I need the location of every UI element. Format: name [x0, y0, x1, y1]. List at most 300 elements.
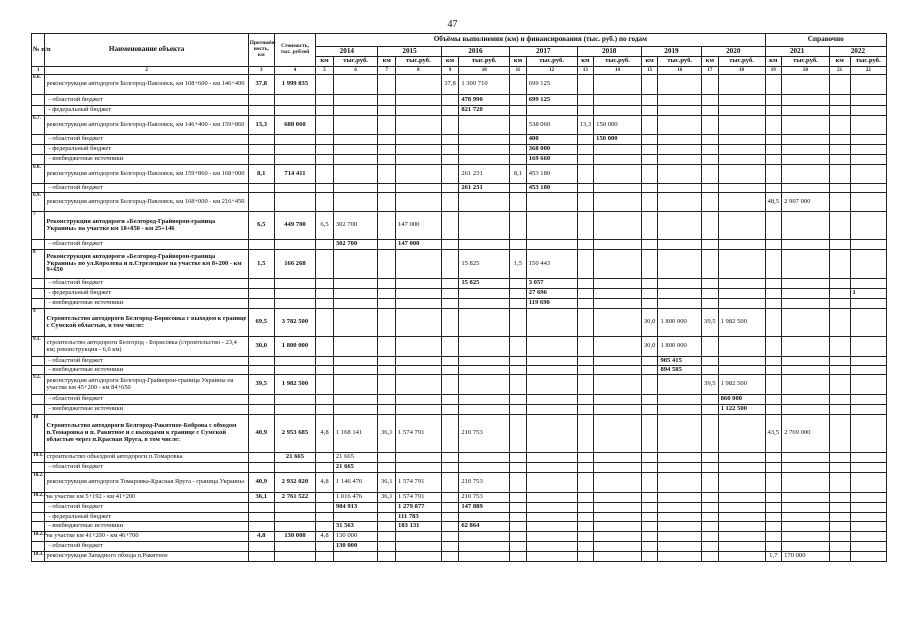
value-cell: [658, 375, 702, 395]
value-cell: [641, 513, 658, 522]
value-cell: 1 800 000: [658, 309, 702, 337]
object-name: - внебюджетные источники: [45, 522, 248, 532]
value-cell: [782, 532, 830, 542]
value-cell: [850, 299, 886, 309]
table-row: [32, 240, 887, 250]
length-cell: 6,5: [248, 212, 274, 240]
value-cell: [782, 522, 830, 532]
value-cell: [718, 75, 765, 95]
value-cell: [333, 95, 378, 106]
value-cell: [850, 357, 886, 366]
value-cell: [396, 463, 442, 473]
value-cell: [658, 135, 702, 145]
value-cell: [829, 193, 850, 212]
object-name: - областной бюджет: [45, 240, 248, 250]
value-cell: [316, 337, 334, 357]
value-cell: [594, 415, 642, 453]
column-number: 15: [641, 67, 658, 75]
unit-rub-header: тыс.руб.: [459, 57, 510, 67]
value-cell: [441, 184, 459, 193]
value-cell: [459, 240, 510, 250]
cost-cell: [274, 155, 315, 165]
value-cell: [850, 212, 886, 240]
value-cell: 170 000: [782, 552, 830, 562]
value-cell: [641, 357, 658, 366]
value-cell: [396, 193, 442, 212]
value-cell: [333, 184, 378, 193]
value-cell: [765, 95, 782, 106]
main-group-header: Объёмы выполнения (км) и финансирования (тыс. руб.) по годам: [316, 34, 765, 47]
object-name: - внебюджетные источники: [45, 155, 248, 165]
value-cell: [850, 165, 886, 184]
value-cell: [396, 299, 442, 309]
value-cell: [658, 75, 702, 95]
value-cell: [641, 552, 658, 562]
value-cell: [829, 357, 850, 366]
value-cell: [829, 116, 850, 135]
cost-cell: [274, 395, 315, 405]
cost-cell: 3 782 500: [274, 309, 315, 337]
row-number: [32, 145, 45, 155]
value-cell: [594, 357, 642, 366]
value-cell: 119 690: [526, 299, 577, 309]
value-cell: [510, 145, 527, 155]
value-cell: [782, 184, 830, 193]
value-cell: 821 720: [459, 106, 510, 116]
value-cell: [396, 366, 442, 375]
year-header: 2017: [510, 47, 577, 57]
value-cell: [333, 193, 378, 212]
cost-cell: 1 800 000: [274, 337, 315, 357]
value-cell: [378, 405, 396, 415]
value-cell: [441, 309, 459, 337]
value-cell: [782, 106, 830, 116]
value-cell: [658, 522, 702, 532]
cost-cell: [274, 240, 315, 250]
value-cell: [526, 309, 577, 337]
value-cell: [594, 289, 642, 299]
value-cell: [702, 357, 719, 366]
value-cell: [782, 503, 830, 513]
value-cell: [850, 279, 886, 289]
value-cell: [765, 493, 782, 503]
value-cell: [577, 240, 594, 250]
value-cell: 984 913: [333, 503, 378, 513]
value-cell: [641, 299, 658, 309]
value-cell: [333, 165, 378, 184]
row-number: [32, 405, 45, 415]
value-cell: [718, 503, 765, 513]
cost-cell: 130 000: [274, 532, 315, 542]
cost-cell: [274, 522, 315, 532]
value-cell: [594, 155, 642, 165]
value-cell: [850, 463, 886, 473]
value-cell: [378, 337, 396, 357]
value-cell: [641, 532, 658, 542]
table-row: [32, 279, 887, 289]
value-cell: [378, 155, 396, 165]
object-name: реконструкция автодороги Белгород-Павловск, км 168+000 - км 216+450: [45, 193, 248, 212]
year-header: 2021: [765, 47, 829, 57]
length-cell: 30,0: [248, 337, 274, 357]
value-cell: [316, 542, 334, 552]
value-cell: [594, 405, 642, 415]
value-cell: [333, 337, 378, 357]
value-cell: [459, 155, 510, 165]
value-cell: [526, 493, 577, 503]
value-cell: [378, 135, 396, 145]
value-cell: [510, 240, 527, 250]
value-cell: 4,8: [316, 532, 334, 542]
value-cell: [441, 95, 459, 106]
value-cell: [396, 135, 442, 145]
value-cell: [378, 106, 396, 116]
value-cell: [765, 357, 782, 366]
value-cell: [594, 250, 642, 279]
value-cell: [658, 145, 702, 155]
year-header: 2015: [378, 47, 441, 57]
value-cell: [782, 337, 830, 357]
value-cell: [765, 366, 782, 375]
value-cell: [829, 513, 850, 522]
value-cell: [765, 337, 782, 357]
value-cell: [594, 503, 642, 513]
value-cell: [641, 415, 658, 453]
value-cell: [526, 375, 577, 395]
value-cell: [316, 165, 334, 184]
value-cell: [850, 542, 886, 552]
value-cell: [829, 165, 850, 184]
value-cell: [658, 532, 702, 542]
value-cell: [378, 395, 396, 405]
length-cell: [248, 552, 274, 562]
object-name: Строительство автодороги Белгород-Ракитное-Боброва с обходом п.Томаровка и п. Ракитное и с выходами к границе с Сумской областью через п.Красная Яруга, в том числе:: [45, 415, 248, 453]
value-cell: [702, 299, 719, 309]
table-row: [32, 493, 887, 503]
value-cell: [658, 473, 702, 493]
value-cell: [718, 106, 765, 116]
value-cell: [658, 193, 702, 212]
value-cell: 1 279 877: [396, 503, 442, 513]
value-cell: 538 060: [526, 116, 577, 135]
value-cell: [510, 405, 527, 415]
value-cell: [316, 453, 334, 463]
value-cell: [658, 493, 702, 503]
value-cell: [850, 184, 886, 193]
value-cell: [316, 552, 334, 562]
value-cell: [782, 513, 830, 522]
year-header: 2018: [577, 47, 641, 57]
value-cell: [316, 299, 334, 309]
value-cell: [782, 289, 830, 299]
value-cell: [594, 493, 642, 503]
value-cell: [378, 250, 396, 279]
value-cell: [658, 116, 702, 135]
value-cell: [658, 552, 702, 562]
table-row: [32, 532, 887, 542]
table-row: [32, 357, 887, 366]
value-cell: [765, 75, 782, 95]
value-cell: 1 574 791: [396, 493, 442, 503]
value-cell: [765, 184, 782, 193]
unit-km-header: км: [577, 57, 594, 67]
value-cell: [765, 309, 782, 337]
row-number: [32, 357, 45, 366]
row-number: 8: [32, 250, 45, 279]
row-number: [32, 240, 45, 250]
value-cell: [510, 473, 527, 493]
value-cell: [441, 513, 459, 522]
value-cell: [702, 145, 719, 155]
value-cell: [510, 279, 527, 289]
value-cell: [396, 542, 442, 552]
unit-rub-header: тыс.руб.: [333, 57, 378, 67]
value-cell: [641, 395, 658, 405]
value-cell: [577, 493, 594, 503]
length-cell: [248, 106, 274, 116]
value-cell: [641, 493, 658, 503]
value-cell: [641, 522, 658, 532]
row-number: 10.1.: [32, 453, 45, 463]
value-cell: [850, 522, 886, 532]
value-cell: [459, 513, 510, 522]
value-cell: 15 825: [459, 279, 510, 289]
row-number: [32, 503, 45, 513]
value-cell: [829, 279, 850, 289]
value-cell: [641, 135, 658, 145]
value-cell: [702, 116, 719, 135]
value-cell: [641, 503, 658, 513]
cost-cell: [274, 299, 315, 309]
value-cell: [850, 155, 886, 165]
value-cell: [782, 135, 830, 145]
value-cell: [594, 299, 642, 309]
value-cell: [829, 503, 850, 513]
value-cell: [829, 75, 850, 95]
value-cell: [641, 240, 658, 250]
value-cell: [641, 116, 658, 135]
value-cell: [316, 405, 334, 415]
table-row: [32, 95, 887, 106]
value-cell: 261 231: [459, 165, 510, 184]
value-cell: [577, 250, 594, 279]
value-cell: [829, 337, 850, 357]
value-cell: [829, 95, 850, 106]
table-row: [32, 453, 887, 463]
value-cell: [829, 415, 850, 453]
object-name: - областной бюджет: [45, 184, 248, 193]
value-cell: [333, 75, 378, 95]
length-cell: 1,5: [248, 250, 274, 279]
value-cell: 48,5: [765, 193, 782, 212]
table-row: [32, 145, 887, 155]
value-cell: [641, 473, 658, 493]
table-row: [32, 395, 887, 405]
value-cell: [316, 357, 334, 366]
table-row: [32, 299, 887, 309]
value-cell: [510, 375, 527, 395]
value-cell: [765, 375, 782, 395]
cost-cell: [274, 106, 315, 116]
column-number: 8: [396, 67, 442, 75]
value-cell: [577, 522, 594, 532]
value-cell: [594, 165, 642, 184]
value-cell: [702, 395, 719, 405]
value-cell: [641, 463, 658, 473]
unit-km-header: км: [378, 57, 396, 67]
value-cell: [641, 212, 658, 240]
value-cell: [378, 193, 396, 212]
value-cell: [850, 240, 886, 250]
value-cell: [526, 513, 577, 522]
table-row: [32, 503, 887, 513]
value-cell: [765, 279, 782, 289]
value-cell: 699 125: [526, 75, 577, 95]
value-cell: [765, 532, 782, 542]
object-name: строительство автодороги Белгород - Борисовка (строительство - 23,4 км; реконструкция - 6,6 км): [45, 337, 248, 357]
value-cell: [441, 250, 459, 279]
value-cell: [396, 395, 442, 405]
value-cell: [526, 503, 577, 513]
value-cell: [378, 75, 396, 95]
value-cell: [850, 473, 886, 493]
value-cell: [782, 250, 830, 279]
value-cell: [459, 193, 510, 212]
value-cell: [702, 337, 719, 357]
table-row: [32, 155, 887, 165]
value-cell: [702, 532, 719, 542]
value-cell: [658, 165, 702, 184]
year-header: 2016: [441, 47, 509, 57]
value-cell: [526, 212, 577, 240]
value-cell: [577, 513, 594, 522]
object-name: на участке км 5+192 - км 41+200: [45, 493, 248, 503]
value-cell: [577, 473, 594, 493]
value-cell: 36,1: [378, 415, 396, 453]
value-cell: 210 753: [459, 473, 510, 493]
value-cell: [441, 473, 459, 493]
cost-cell: 21 665: [274, 453, 315, 463]
table-row: [32, 75, 887, 95]
value-cell: [658, 212, 702, 240]
table-row: [32, 106, 887, 116]
column-number: 21: [829, 67, 850, 75]
value-cell: 1 982 500: [718, 309, 765, 337]
value-cell: [829, 212, 850, 240]
value-cell: [782, 366, 830, 375]
value-cell: [782, 463, 830, 473]
column-number: 10: [459, 67, 510, 75]
object-name: реконструкция автодороги Белгород-Грайворон-граница Украины на участке км 45+200 - км 84+650: [45, 375, 248, 395]
value-cell: [333, 513, 378, 522]
column-number: 2: [45, 67, 248, 75]
length-cell: [248, 463, 274, 473]
table-row: [32, 184, 887, 193]
value-cell: [594, 366, 642, 375]
value-cell: [378, 309, 396, 337]
table-row: [32, 289, 887, 299]
value-cell: [459, 145, 510, 155]
value-cell: 21 665: [333, 453, 378, 463]
value-cell: [594, 473, 642, 493]
value-cell: [510, 395, 527, 405]
column-number: 1: [32, 67, 45, 75]
value-cell: [333, 250, 378, 279]
value-cell: [577, 95, 594, 106]
value-cell: 1 168 141: [333, 415, 378, 453]
value-cell: [396, 357, 442, 366]
value-cell: [829, 240, 850, 250]
value-cell: [441, 337, 459, 357]
value-cell: [658, 395, 702, 405]
unit-km-header: км: [829, 57, 850, 67]
value-cell: [641, 155, 658, 165]
col-cost-header: Стоимость, тыс. рублей: [274, 34, 315, 67]
value-cell: [396, 337, 442, 357]
value-cell: [718, 145, 765, 155]
length-cell: 13,3: [248, 116, 274, 135]
value-cell: [510, 542, 527, 552]
value-cell: [577, 135, 594, 145]
value-cell: [316, 116, 334, 135]
cost-cell: [274, 145, 315, 155]
value-cell: [782, 155, 830, 165]
value-cell: [718, 155, 765, 165]
cost-cell: [274, 357, 315, 366]
value-cell: [378, 453, 396, 463]
row-number: 10.3.: [32, 552, 45, 562]
length-cell: [248, 184, 274, 193]
value-cell: [782, 240, 830, 250]
value-cell: [702, 493, 719, 503]
value-cell: [658, 415, 702, 453]
value-cell: 1 982 500: [718, 375, 765, 395]
value-cell: [782, 357, 830, 366]
value-cell: [316, 106, 334, 116]
cost-cell: [274, 135, 315, 145]
value-cell: [594, 395, 642, 405]
value-cell: [702, 405, 719, 415]
value-cell: [765, 395, 782, 405]
value-cell: 453 180: [526, 165, 577, 184]
value-cell: 1 300 710: [459, 75, 510, 95]
length-cell: [248, 503, 274, 513]
value-cell: [510, 366, 527, 375]
row-number: 9.1.: [32, 337, 45, 357]
value-cell: [577, 309, 594, 337]
value-cell: [396, 309, 442, 337]
value-cell: [577, 155, 594, 165]
value-cell: [459, 395, 510, 405]
object-name: реконструкция автодороги Белгород-Павловск, км 159+860 - км 168+000: [45, 165, 248, 184]
value-cell: [702, 165, 719, 184]
value-cell: [577, 165, 594, 184]
value-cell: [765, 405, 782, 415]
value-cell: [526, 395, 577, 405]
value-cell: [316, 240, 334, 250]
value-cell: [577, 299, 594, 309]
value-cell: [829, 552, 850, 562]
object-name: - внебюджетные источники: [45, 405, 248, 415]
cost-cell: [274, 289, 315, 299]
value-cell: [594, 145, 642, 155]
value-cell: 8,1: [510, 165, 527, 184]
value-cell: [510, 337, 527, 357]
value-cell: [702, 75, 719, 95]
column-number: 22: [850, 67, 886, 75]
object-name: на участке км 41+200 - км 46+700: [45, 532, 248, 542]
column-number: 11: [510, 67, 527, 75]
